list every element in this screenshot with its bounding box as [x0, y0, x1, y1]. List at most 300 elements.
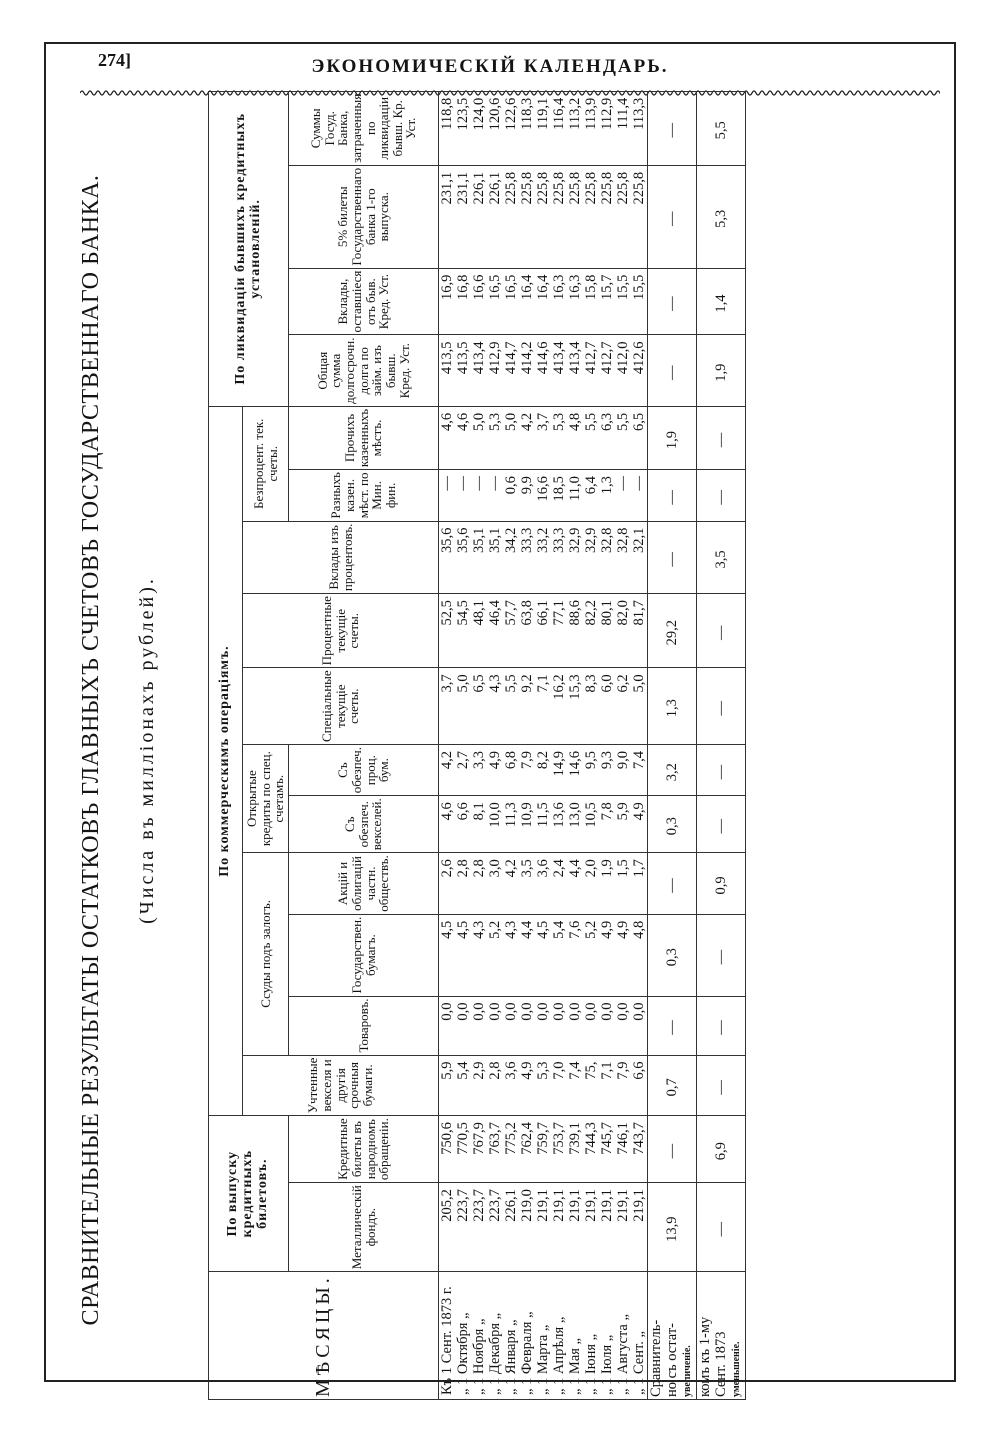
table-cell: —: [615, 470, 631, 522]
table-cell: 0,6: [503, 470, 519, 522]
table-cell: 16,5: [503, 268, 519, 335]
table-cell: 57,7: [503, 594, 519, 668]
table-cell: 82,0: [615, 594, 631, 668]
table-cell: 743,7: [631, 1116, 648, 1183]
table-cell: 3,7: [535, 406, 551, 469]
table-cell: 9,2: [519, 668, 535, 745]
table-cell: 2,6: [439, 853, 456, 914]
col-bank-sums-spent: Суммы Госуд. Банка, затраченныя по ликвидаціи бывш. Кр. Уст.: [289, 91, 439, 165]
table-cell: 223,7: [487, 1183, 503, 1272]
row-month: „ 1 Января „: [503, 1272, 519, 1400]
comparison-row-decrease: [697, 91, 746, 1399]
table-cell: 35,1: [471, 521, 487, 593]
comparison-tag: уменьшеніе.: [731, 1341, 742, 1397]
table-cell: 0,0: [551, 996, 567, 1055]
table-cell: 75,: [583, 1055, 599, 1116]
table-cell: 745,7: [599, 1116, 615, 1183]
table-cell: 226,1: [503, 1183, 519, 1272]
table-cell: 225,8: [551, 165, 567, 268]
table-cell: 1,9: [599, 853, 615, 914]
months-header: МѢСЯЦЫ.: [209, 1272, 439, 1400]
table-cell: 6,4: [583, 470, 599, 522]
table-cell: 34,2: [503, 521, 519, 593]
table-cell: 33,3: [519, 521, 535, 593]
table-title: СРАВНИТЕЛЬНЫЕ РЕЗУЛЬТАТЫ ОСТАТКОВЪ ГЛАВНЫХЪ СЧЕТОВЪ ГОСУДАРСТВЕННАГО БАНКА.: [78, 174, 104, 1326]
table-cell: 762,4: [519, 1116, 535, 1183]
table-cell: 750,6: [439, 1116, 456, 1183]
table-cell: 16,6: [535, 470, 551, 522]
table-cell: 4,4: [567, 853, 583, 914]
table-cell: 113,9: [583, 91, 599, 165]
table-cell: 413,4: [567, 335, 583, 406]
table-cell: 0,0: [471, 996, 487, 1055]
table-cell: 1,3: [599, 470, 615, 522]
table-cell: 10,0: [487, 796, 503, 853]
table-cell: 412,7: [599, 335, 615, 406]
col-remaining-deposits: Вклады, оставшіеся отъ быв. Кред. Уст.: [289, 268, 439, 335]
table-cell: 0,0: [519, 996, 535, 1055]
table-cell: 7,4: [631, 745, 648, 796]
table-cell: 1,7: [631, 853, 648, 914]
comparison-cell: —: [648, 268, 697, 335]
comparison-label-line: но съ остат-: [664, 1323, 680, 1397]
table-cell: 35,6: [455, 521, 471, 593]
table-cell: 414,2: [519, 335, 535, 406]
table-cell: 118,8: [439, 91, 456, 165]
table-cell: 16,3: [567, 268, 583, 335]
comparison-cell: —: [648, 521, 697, 593]
table-cell: 219,1: [535, 1183, 551, 1272]
table-row: [551, 91, 567, 1399]
table-cell: 0,0: [583, 996, 599, 1055]
table-row: [615, 91, 631, 1399]
group-issue: По выпуску кредитныхъ билетовъ.: [209, 1116, 289, 1272]
table-row: [535, 91, 551, 1399]
comparison-cell: 0,7: [648, 1055, 697, 1116]
row-month: „ 1 Іюля „: [599, 1272, 615, 1400]
table-cell: 14,9: [551, 745, 567, 796]
table-cell: 3,3: [471, 745, 487, 796]
rotated-table-block: [78, 93, 928, 1400]
col-deposits: Вклады изъ процентовъ.: [243, 521, 439, 593]
table-cell: 35,1: [487, 521, 503, 593]
table-cell: 412,0: [615, 335, 631, 406]
table-row: [631, 91, 648, 1399]
comparison-label-line: комъ къ 1-му: [697, 1316, 713, 1397]
row-month: „ 1 Декабря „: [487, 1272, 503, 1400]
table-cell: 11,3: [503, 796, 519, 853]
comparison-cell: —: [697, 796, 746, 853]
group-loans: Ссуды подъ залогъ.: [243, 853, 289, 1055]
row-month: „ 1 Февраля „: [519, 1272, 535, 1400]
table-cell: 6,2: [615, 668, 631, 745]
table-cell: 111,4: [615, 91, 631, 165]
table-cell: 225,8: [567, 165, 583, 268]
table-cell: 231,1: [455, 165, 471, 268]
table-cell: 225,8: [519, 165, 535, 268]
table-cell: —: [439, 470, 456, 522]
comparison-cell: 3,5: [697, 521, 746, 593]
comparison-cell: 5,5: [697, 91, 746, 165]
table-cell: 8,1: [471, 796, 487, 853]
table-cell: 7,0: [551, 1055, 567, 1116]
table-cell: 123,5: [455, 91, 471, 165]
table-row: [503, 91, 519, 1399]
col-credit-notes: Кредитные билеты въ народномъ обращеніи.: [289, 1116, 439, 1183]
table-cell: 5,3: [535, 1055, 551, 1116]
comparison-cell: —: [648, 470, 697, 522]
comparison-cell: —: [648, 1116, 697, 1183]
table-cell: 4,9: [519, 1055, 535, 1116]
table-cell: 413,5: [439, 335, 456, 406]
table-cell: 2,9: [471, 1055, 487, 1116]
group-credits: Открытые кредиты по спец. счетамъ.: [243, 745, 289, 853]
table-cell: 5,4: [455, 1055, 471, 1116]
table-cell: 744,3: [583, 1116, 599, 1183]
row-month: „ 1 Августа „: [615, 1272, 631, 1400]
comparison-cell: 1,9: [648, 406, 697, 469]
table-cell: 4,2: [519, 406, 535, 469]
table-cell: 7,8: [599, 796, 615, 853]
table-cell: 32,1: [631, 521, 648, 593]
table-cell: 6,8: [503, 745, 519, 796]
comparison-cell: 13,9: [648, 1183, 697, 1272]
table-cell: 5,2: [487, 914, 503, 996]
table-cell: 32,8: [599, 521, 615, 593]
table-cell: 413,4: [551, 335, 567, 406]
comparison-cell: —: [697, 914, 746, 996]
table-cell: 225,8: [599, 165, 615, 268]
col-other-treasury: Прочихъ казенныхъ мѣстъ.: [289, 406, 439, 469]
comparison-cell: 1,3: [648, 668, 697, 745]
col-goods: Товаровъ.: [289, 996, 439, 1055]
table-cell: 9,0: [615, 745, 631, 796]
bank-accounts-table: [208, 91, 746, 1400]
table-cell: 6,0: [599, 668, 615, 745]
table-cell: 0,0: [567, 996, 583, 1055]
row-month: „ 1 Мая „: [567, 1272, 583, 1400]
table-cell: 4,5: [439, 914, 456, 996]
row-month: „ 1 Сент. „: [631, 1272, 648, 1400]
col-special-accounts: Спеціальные текущіе счеты.: [243, 668, 439, 745]
table-cell: 770,5: [455, 1116, 471, 1183]
row-month: „ 1 Октября „: [455, 1272, 471, 1400]
comparison-cell: 1,9: [697, 335, 746, 406]
table-cell: 5,9: [439, 1055, 456, 1116]
col-secured-bills: Съ обезпеч. векселей.: [289, 796, 439, 853]
table-cell: 7,4: [567, 1055, 583, 1116]
table-cell: 16,3: [551, 268, 567, 335]
table-cell: 219,1: [599, 1183, 615, 1272]
table-cell: 3,5: [519, 853, 535, 914]
table-cell: 759,7: [535, 1116, 551, 1183]
table-cell: 225,8: [535, 165, 551, 268]
comparison-cell: 0,9: [697, 853, 746, 914]
table-cell: 5,9: [615, 796, 631, 853]
table-cell: 11,5: [535, 796, 551, 853]
table-cell: 4,9: [631, 796, 648, 853]
comparison-cell: 6,9: [697, 1116, 746, 1183]
comparison-cell: —: [697, 1183, 746, 1272]
table-cell: 223,7: [455, 1183, 471, 1272]
col-metal-fund: Металлическій фондъ.: [289, 1183, 439, 1272]
table-cell: 13,6: [551, 796, 567, 853]
table-cell: 5,0: [631, 668, 648, 745]
comparison-cell: —: [697, 470, 746, 522]
row-month: „ 1 Апрѣля „: [551, 1272, 567, 1400]
table-cell: —: [631, 470, 648, 522]
table-cell: 15,5: [615, 268, 631, 335]
table-cell: 14,6: [567, 745, 583, 796]
table-row: [439, 91, 456, 1399]
table-cell: 16,4: [535, 268, 551, 335]
table-cell: 8,3: [583, 668, 599, 745]
table-cell: 7,6: [567, 914, 583, 996]
table-cell: 3,6: [503, 1055, 519, 1116]
table-cell: 413,5: [455, 335, 471, 406]
col-state-papers: Государствен. бумагъ.: [289, 914, 439, 996]
table-cell: 33,2: [535, 521, 551, 593]
table-row: [519, 91, 535, 1399]
comparison-cell: —: [697, 1055, 746, 1116]
table-cell: 0,0: [455, 996, 471, 1055]
table-cell: 4,4: [519, 914, 535, 996]
table-cell: 10,9: [519, 796, 535, 853]
table-cell: 54,5: [455, 594, 471, 668]
table-cell: 52,5: [439, 594, 456, 668]
table-cell: 113,3: [631, 91, 648, 165]
table-cell: 63,8: [519, 594, 535, 668]
comparison-cell: —: [648, 91, 697, 165]
table-cell: 6,6: [631, 1055, 648, 1116]
table-cell: 0,0: [599, 996, 615, 1055]
table-cell: 226,1: [487, 165, 503, 268]
table-cell: 225,8: [583, 165, 599, 268]
comparison-label-line: Сент. 1873: [713, 1331, 729, 1397]
table-cell: 223,7: [471, 1183, 487, 1272]
table-cell: 3,0: [487, 853, 503, 914]
table-cell: 753,7: [551, 1116, 567, 1183]
table-cell: 7,9: [615, 1055, 631, 1116]
table-cell: 13,0: [567, 796, 583, 853]
table-cell: 81,7: [631, 594, 648, 668]
table-cell: 116,4: [551, 91, 567, 165]
row-month: Къ 1 Сент. 1873 г.: [439, 1272, 456, 1400]
table-cell: 124,0: [471, 91, 487, 165]
table-cell: 219,1: [551, 1183, 567, 1272]
table-cell: 4,3: [487, 668, 503, 745]
comparison-body: [648, 91, 746, 1399]
table-body: [439, 91, 648, 1399]
table-cell: 4,6: [439, 796, 456, 853]
comparison-cell: —: [697, 668, 746, 745]
table-cell: 2,8: [471, 853, 487, 914]
comparison-cell: —: [697, 745, 746, 796]
table-cell: 15,8: [583, 268, 599, 335]
table-cell: 11,0: [567, 470, 583, 522]
table-cell: 4,6: [439, 406, 456, 469]
table-cell: 414,7: [503, 335, 519, 406]
table-cell: 48,1: [471, 594, 487, 668]
table-subtitle: (Числа въ милліонахъ рублей).: [136, 576, 158, 924]
col-discounted-bills: Учтенные векселя и другія срочныя бумаги.: [243, 1055, 439, 1116]
comparison-label-line: Сравнитель-: [648, 1319, 664, 1397]
comparison-cell: —: [648, 165, 697, 268]
table-cell: 412,6: [631, 335, 648, 406]
table-cell: 775,2: [503, 1116, 519, 1183]
table-cell: 80,1: [599, 594, 615, 668]
bottom-rule: [44, 1380, 954, 1382]
table-cell: 5,2: [583, 914, 599, 996]
comparison-cell: —: [648, 853, 697, 914]
table-cell: 219,1: [631, 1183, 648, 1272]
table-cell: 9,9: [519, 470, 535, 522]
table-row: [567, 91, 583, 1399]
table-row: [599, 91, 615, 1399]
table-cell: 6,5: [471, 668, 487, 745]
table-cell: 231,1: [439, 165, 456, 268]
table-cell: 16,5: [487, 268, 503, 335]
table-cell: 4,3: [503, 914, 519, 996]
table-cell: 4,6: [455, 406, 471, 469]
table-cell: 122,6: [503, 91, 519, 165]
table-cell: —: [471, 470, 487, 522]
group-liquidation: По ликвидаціи бывшихъ кредитныхъ установленій.: [209, 91, 289, 406]
table-cell: 219,0: [519, 1183, 535, 1272]
table-cell: 5,5: [583, 406, 599, 469]
table-cell: 6,6: [455, 796, 471, 853]
page-number: 274]: [98, 50, 131, 70]
table-row: [583, 91, 599, 1399]
table-cell: 16,4: [519, 268, 535, 335]
table-cell: 32,9: [567, 521, 583, 593]
table-cell: 16,8: [455, 268, 471, 335]
table-cell: 225,8: [631, 165, 648, 268]
table-cell: 118,3: [519, 91, 535, 165]
comparison-row-increase: [648, 91, 697, 1399]
table-cell: 763,7: [487, 1116, 503, 1183]
table-cell: 112,9: [599, 91, 615, 165]
table-cell: 746,1: [615, 1116, 631, 1183]
table-cell: 18,5: [551, 470, 567, 522]
table-cell: 2,8: [487, 1055, 503, 1116]
table-cell: 4,3: [471, 914, 487, 996]
table-cell: 412,9: [487, 335, 503, 406]
table-cell: 219,1: [583, 1183, 599, 1272]
table-cell: 15,5: [631, 268, 648, 335]
table-row: [471, 91, 487, 1399]
comparison-cell: —: [648, 335, 697, 406]
table-cell: 9,5: [583, 745, 599, 796]
table-cell: 6,5: [631, 406, 648, 469]
table-cell: 2,4: [551, 853, 567, 914]
table-cell: 413,4: [471, 335, 487, 406]
table-cell: 219,1: [615, 1183, 631, 1272]
table-cell: 32,9: [583, 521, 599, 593]
table-cell: 33,3: [551, 521, 567, 593]
table-row: [455, 91, 471, 1399]
table-cell: 205,2: [439, 1183, 456, 1272]
table-row: [487, 91, 503, 1399]
table-cell: 4,5: [535, 914, 551, 996]
table-cell: 66,1: [535, 594, 551, 668]
table-cell: 7,1: [599, 1055, 615, 1116]
table-cell: 2,0: [583, 853, 599, 914]
table-cell: 226,1: [471, 165, 487, 268]
table-cell: 10,5: [583, 796, 599, 853]
comparison-tag: увеличеніе.: [682, 1345, 693, 1397]
comparison-cell: —: [697, 594, 746, 668]
comparison-cell: 0,3: [648, 796, 697, 853]
table-cell: 32,8: [615, 521, 631, 593]
table-cell: 16,9: [439, 268, 456, 335]
comparison-cell: —: [697, 406, 746, 469]
comparison-cell: 3,2: [648, 745, 697, 796]
comparison-cell: —: [697, 996, 746, 1055]
table-cell: 2,8: [455, 853, 471, 914]
table-cell: 4,2: [439, 745, 456, 796]
table-cell: 4,9: [487, 745, 503, 796]
col-long-term-debt: Общая сумма долгосрочн. долга по займ. изъ бывш. Кред. Уст.: [289, 335, 439, 406]
table-cell: 46,4: [487, 594, 503, 668]
table-cell: —: [455, 470, 471, 522]
col-interest-accounts: Процентные текущіе счеты.: [243, 594, 439, 668]
table-cell: 4,5: [455, 914, 471, 996]
table-cell: 5,3: [551, 406, 567, 469]
table-cell: 4,9: [615, 914, 631, 996]
col-shares: Акцій и облигацій частн. обществъ.: [289, 853, 439, 914]
table-cell: 16,6: [471, 268, 487, 335]
table-cell: 119,1: [535, 91, 551, 165]
table-cell: 414,6: [535, 335, 551, 406]
running-title: ЭКОНОМИЧЕСКІЙ КАЛЕНДАРЬ.: [311, 56, 669, 77]
table-cell: 0,0: [615, 996, 631, 1055]
group-noninterest: Безпроцент. тек. счеты.: [243, 406, 289, 521]
table-cell: 5,0: [471, 406, 487, 469]
table-cell: 5,5: [615, 406, 631, 469]
table-cell: 3,7: [439, 668, 456, 745]
table-cell: 88,6: [567, 594, 583, 668]
comparison-cell: —: [648, 996, 697, 1055]
row-month: „ 1 Іюня „: [583, 1272, 599, 1400]
comparison-cell: 5,3: [697, 165, 746, 268]
table-cell: 4,8: [631, 914, 648, 996]
row-month: „ 1 Марта „: [535, 1272, 551, 1400]
table-cell: 1,5: [615, 853, 631, 914]
table-cell: 225,8: [503, 165, 519, 268]
table-cell: 5,4: [551, 914, 567, 996]
col-secured-papers: Съ обезпеч. проц. бум.: [289, 745, 439, 796]
table-cell: 77,1: [551, 594, 567, 668]
table-cell: 4,8: [567, 406, 583, 469]
table-cell: 5,0: [503, 406, 519, 469]
table-cell: 9,3: [599, 745, 615, 796]
table-cell: 225,8: [615, 165, 631, 268]
col-five-percent-notes: 5% билеты Государственнаго банка 1-го выпуска.: [289, 165, 439, 268]
table-cell: 35,6: [439, 521, 456, 593]
table-cell: 5,5: [503, 668, 519, 745]
table-cell: 4,2: [503, 853, 519, 914]
table-cell: 739,1: [567, 1116, 583, 1183]
table-cell: 15,3: [567, 668, 583, 745]
table-cell: 0,0: [487, 996, 503, 1055]
table-cell: 82,2: [583, 594, 599, 668]
row-month: „ 1 Ноября „: [471, 1272, 487, 1400]
comparison-cell: 0,3: [648, 914, 697, 996]
table-cell: 0,0: [503, 996, 519, 1055]
comparison-cell: 29,2: [648, 594, 697, 668]
table-cell: 219,1: [567, 1183, 583, 1272]
